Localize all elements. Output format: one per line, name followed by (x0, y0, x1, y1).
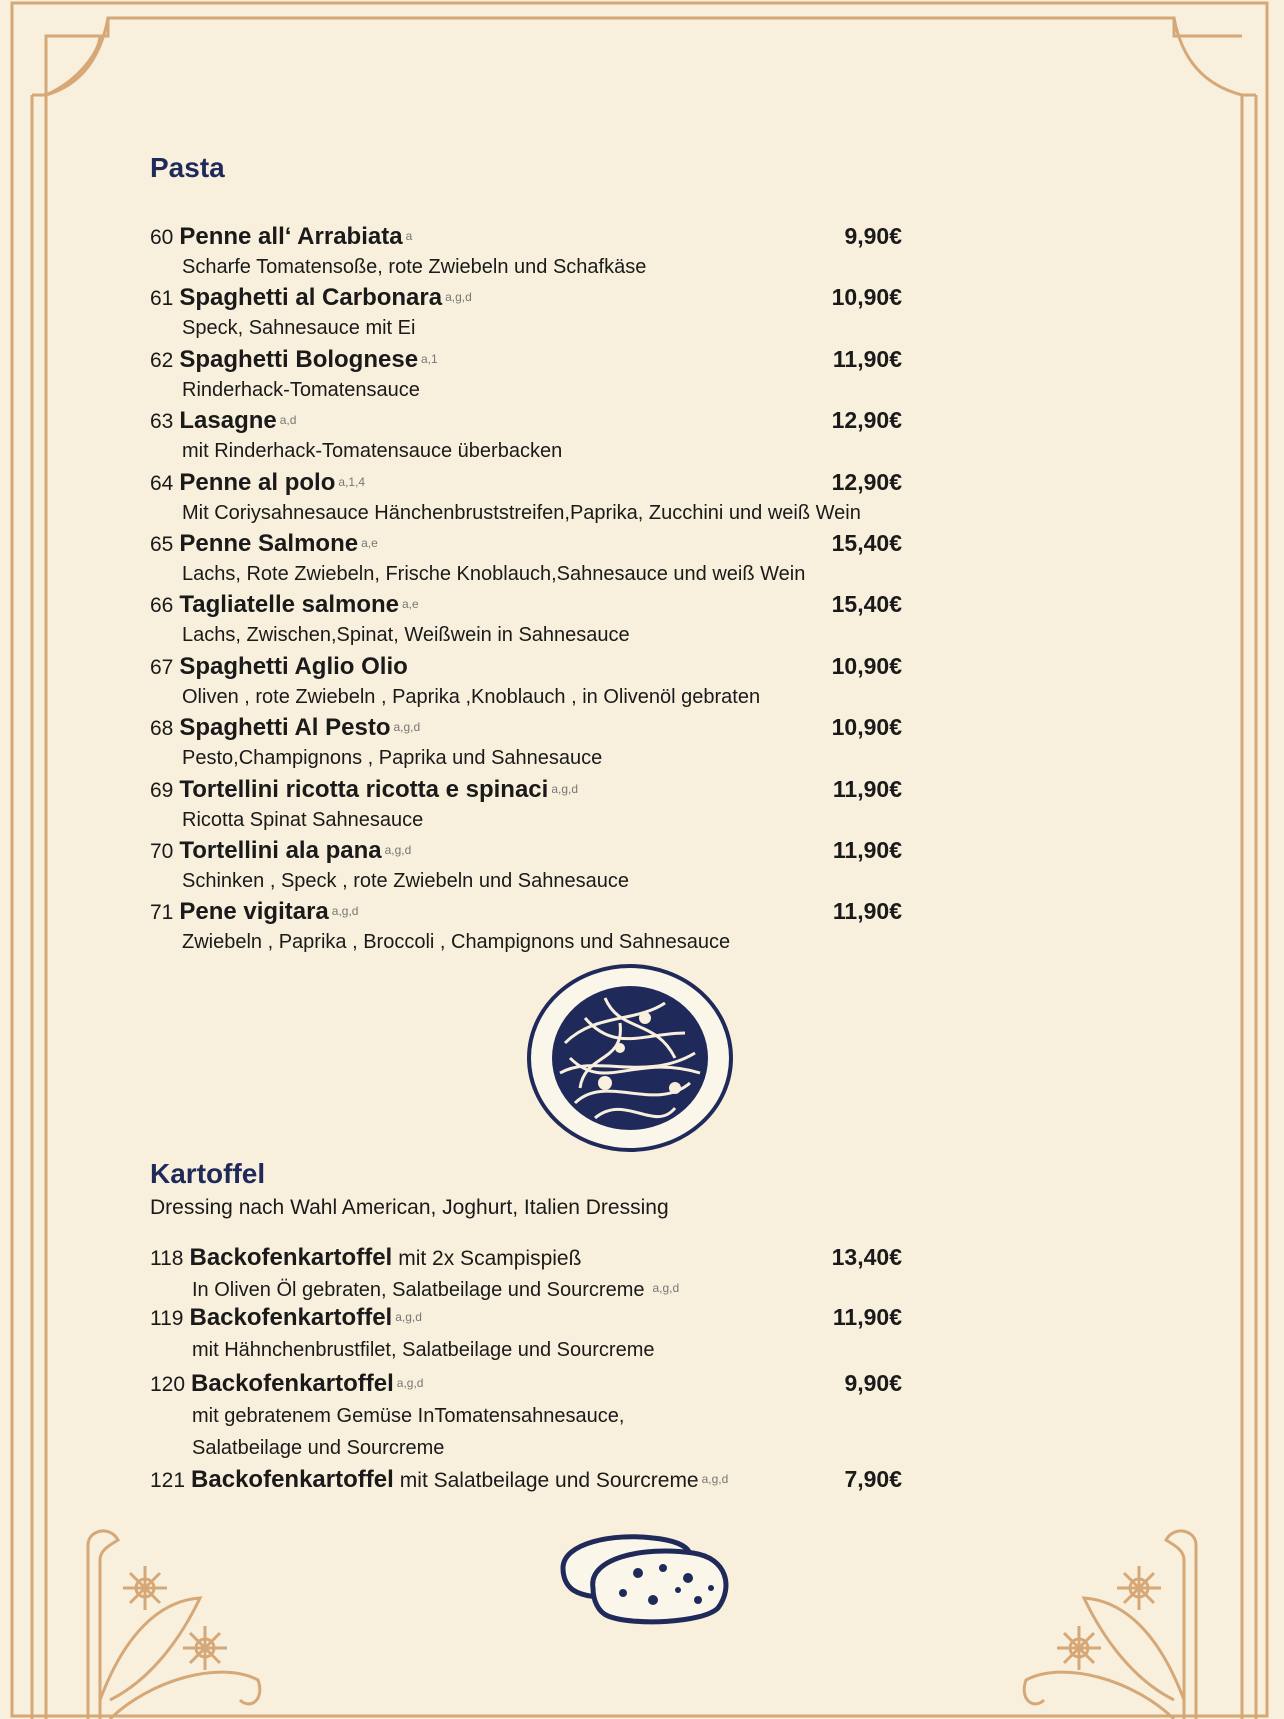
menu-item (150, 403, 902, 465)
item-number: 71 (150, 901, 174, 925)
item-name: Penne all‘ Arrabiata (179, 223, 403, 250)
item-description (150, 1400, 902, 1432)
menu-item (150, 772, 902, 834)
item-description-text: mit gebratenem Gemüse InTomatensahnesauce, (192, 1405, 625, 1427)
item-description: Oliven , rote Zwiebeln , Paprika ,Knoblauch , in Olivenöl gebraten (182, 685, 761, 708)
item-description (150, 1432, 902, 1464)
allergen-codes: a,g,d (701, 1472, 729, 1486)
item-price: 11,90€ (832, 345, 902, 372)
item-number: 120 (150, 1373, 186, 1396)
item-price: 12,90€ (831, 468, 902, 495)
item-number: 65 (150, 533, 174, 556)
item-description: mit Rinderhack-Tomatensauce überbacken (182, 440, 563, 463)
item-description: Zwiebeln , Paprika , Broccoli , Champignons und Sahnesauce (182, 931, 731, 954)
menu-item-line (150, 219, 902, 253)
item-name: Backofenkartoffel (189, 1244, 393, 1271)
menu-item (150, 465, 902, 527)
menu-item (150, 710, 902, 772)
allergen-codes: a (405, 229, 413, 243)
item-description-text: In Oliven Öl gebraten, Salatbeilage und Sourcreme (192, 1279, 645, 1301)
item-name: Backofenkartoffel (191, 1466, 394, 1493)
item-price: 11,90€ (832, 898, 902, 925)
item-name: Tagliatelle salmone (179, 591, 399, 619)
item-price: 9,90€ (844, 1370, 902, 1396)
item-name-suffix: mit Salatbeilage und Sourcreme (399, 1469, 699, 1492)
item-name: Penne Salmone (179, 530, 359, 557)
item-number: 119 (150, 1307, 184, 1330)
item-number: 60 (150, 226, 174, 249)
menu-item (150, 1300, 902, 1366)
allergen-codes: a,1,4 (338, 474, 366, 489)
menu-item-line (150, 649, 902, 683)
menu-item-line (150, 772, 902, 806)
menu-item-line (150, 1240, 902, 1274)
item-description: Pesto,Champignons , Paprika und Sahnesauce (182, 747, 603, 770)
allergen-codes: a,g,d (396, 1376, 424, 1390)
item-name: Tortellini ala pana (179, 837, 382, 864)
item-price: 11,90€ (832, 775, 902, 802)
item-name: Backofenkartoffel (191, 1370, 394, 1397)
menu-item-line (150, 894, 902, 928)
allergen-codes: a,g,d (551, 781, 579, 796)
item-number: 68 (150, 717, 174, 741)
item-name: Spaghetti al Carbonara (179, 284, 443, 312)
item-description: Schinken , Speck , rote Zwiebeln und Sahnesauce (182, 870, 629, 892)
menu-item-line (150, 403, 902, 437)
item-number: 69 (150, 778, 174, 802)
item-price: 13,40€ (831, 1244, 902, 1270)
item-number: 61 (150, 287, 174, 311)
item-description: Lachs, Zwischen,Spinat, Weißwein in Sahnesauce (182, 624, 630, 647)
item-name: Tortellini ricotta ricotta e spinaci (179, 775, 549, 803)
item-number: 63 (150, 410, 174, 434)
item-description: Rinderhack-Tomatensauce (182, 378, 420, 401)
item-number: 70 (150, 840, 174, 863)
item-name-suffix: mit 2x Scampispieß (398, 1247, 582, 1270)
item-price: 15,40€ (831, 591, 902, 618)
menu-item-line (150, 280, 902, 314)
item-name: Pene vigitara (179, 898, 329, 926)
kartoffel-section-title: Kartoffel (150, 1158, 266, 1189)
item-description: Speck, Sahnesauce mit Ei (182, 317, 416, 340)
item-price: 10,90€ (831, 652, 902, 679)
item-price: 15,40€ (831, 530, 902, 556)
item-price: 10,90€ (831, 714, 902, 741)
menu-item (150, 833, 902, 895)
menu-item (150, 1240, 902, 1306)
menu-item (150, 280, 902, 342)
menu-item-line (150, 587, 902, 621)
menu-item (150, 1366, 902, 1464)
menu-item-line (150, 1366, 902, 1400)
item-description: Lachs, Rote Zwiebeln, Frische Knoblauch,Sahnesauce und weiß Wein (182, 563, 806, 585)
item-number: 66 (150, 594, 174, 618)
item-number: 64 (150, 471, 174, 495)
item-number: 118 (150, 1247, 184, 1270)
item-description: Mit Coriysahnesauce Hänchenbruststreifen,Paprika, Zucchini und weiß Wein (182, 501, 861, 524)
pasta-plate-icon (525, 963, 735, 1153)
item-description (150, 1334, 902, 1366)
menu-item-line (150, 342, 902, 376)
menu-item (150, 526, 902, 588)
item-price: 7,90€ (844, 1466, 902, 1492)
allergen-codes: a,d (279, 413, 297, 428)
menu-item (150, 587, 902, 649)
allergen-codes: a,e (402, 597, 419, 612)
allergen-codes: a,g,d (384, 843, 412, 857)
allergen-codes: a,1 (421, 351, 438, 366)
item-price: 9,90€ (844, 223, 902, 249)
allergen-codes: a,g,d (652, 1281, 680, 1295)
item-price: 11,90€ (832, 837, 902, 863)
menu-item-line (150, 526, 902, 560)
menu-item-line (150, 1462, 902, 1496)
item-number: 67 (150, 655, 174, 679)
item-description-text: Salatbeilage und Sourcreme (192, 1437, 445, 1459)
corner-flower-right-icon (1024, 1531, 1196, 1719)
allergen-codes: a,g,d (331, 904, 359, 919)
menu-item-line (150, 710, 902, 744)
item-number: 62 (150, 348, 174, 372)
menu-item-line (150, 833, 902, 867)
menu-item-line (150, 1300, 902, 1334)
allergen-codes: a,e (361, 536, 378, 550)
menu-item-line (150, 465, 902, 499)
item-description: Scharfe Tomatensoße, rote Zwiebeln und Schafkäse (182, 256, 647, 278)
item-price: 12,90€ (831, 407, 902, 434)
item-price: 11,90€ (832, 1304, 902, 1330)
menu-item (150, 894, 902, 956)
baked-potato-icon (553, 1528, 735, 1628)
menu-item (150, 219, 902, 281)
corner-flower-left-icon (88, 1531, 260, 1719)
menu-item (150, 649, 902, 711)
item-price: 10,90€ (831, 284, 902, 311)
menu-item (150, 1462, 902, 1496)
item-name: Spaghetti Al Pesto (179, 714, 391, 742)
item-name: Spaghetti Bolognese (179, 345, 419, 373)
item-name: Lasagne (179, 407, 277, 435)
menu-item (150, 342, 902, 404)
kartoffel-subtitle: Dressing nach Wahl American, Joghurt, Italien Dressing (150, 1196, 669, 1219)
item-name: Spaghetti Aglio Olio (179, 652, 408, 680)
item-name: Backofenkartoffel (189, 1304, 393, 1331)
pasta-section-title: Pasta (150, 152, 225, 183)
item-description: Ricotta Spinat Sahnesauce (182, 808, 424, 831)
item-description-text: mit Hähnchenbrustfilet, Salatbeilage und Sourcreme (192, 1339, 655, 1361)
allergen-codes: a,g,d (445, 290, 472, 305)
allergen-codes: a,g,d (393, 720, 421, 735)
allergen-codes: a,g,d (395, 1310, 422, 1324)
item-name: Penne al polo (179, 468, 336, 496)
item-number: 121 (150, 1469, 186, 1492)
